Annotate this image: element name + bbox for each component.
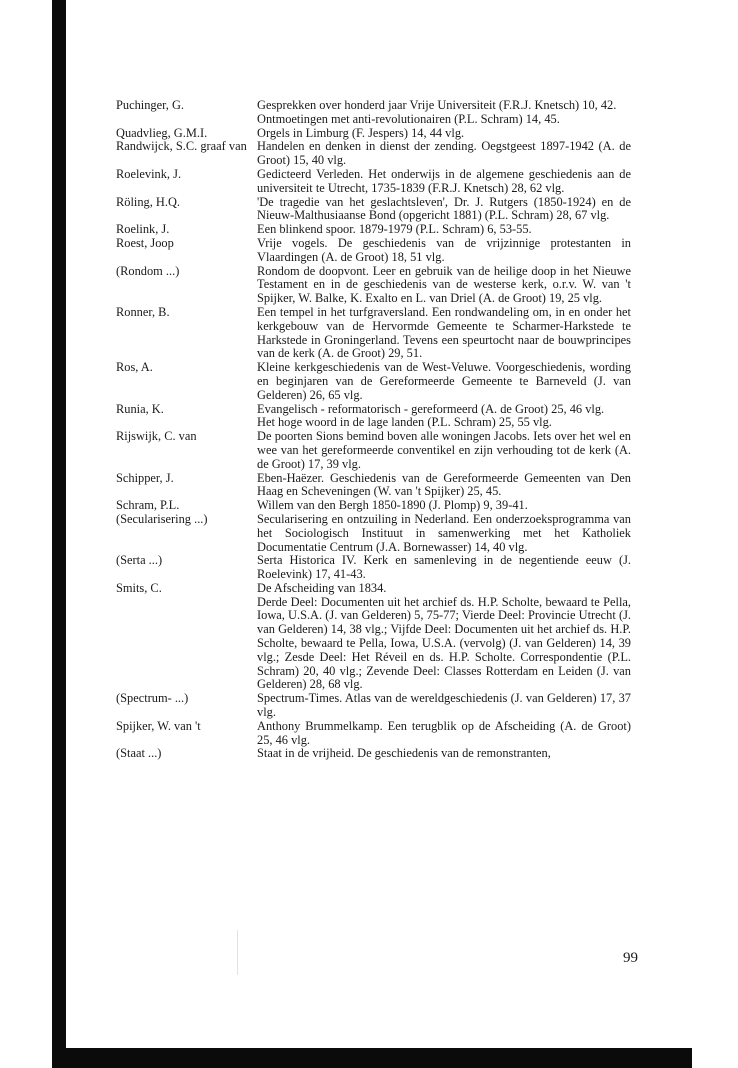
entry-titles <box>257 720 631 748</box>
entry-title: Orgels in Limburg (F. Jespers) 14, 44 vlg. <box>257 125 465 140</box>
entry-title: Gedicteerd Verleden. Het onderwijs in de algemene geschiedenis aan de universiteit te Utrecht, 1735-1839 (F.R.J. Knetsch) 28, 62 vlg. <box>257 166 631 195</box>
entry-titles <box>257 361 631 402</box>
entry-title: De poorten Sions bemind boven alle woningen Jacobs. Iets over het wel en wee van het gereformeerde conventikel en zijn verhouding tot de kerk (A. de Groot) 17, 39 vlg. <box>257 429 631 471</box>
bibliography-entry <box>116 747 632 761</box>
entry-title: De Afscheiding van 1834. <box>257 580 387 595</box>
bibliography-entry <box>116 265 632 306</box>
entry-titles <box>257 127 631 141</box>
entry-author: Puchinger, G. <box>116 98 184 112</box>
entry-titles <box>257 513 631 554</box>
entry-titles <box>257 692 631 720</box>
entry-author: Roelink, J. <box>116 222 170 237</box>
entry-titles <box>257 430 631 471</box>
bibliography-entry <box>116 168 632 196</box>
entry-title: Vrije vogels. De geschiedenis van de vrijzinnige protestanten in Vlaardingen (A. de Groot) 18, 51 vlg. <box>257 235 631 264</box>
entry-titles <box>257 747 631 761</box>
entry-title: Gesprekken over honderd jaar Vrije Universiteit (F.R.J. Knetsch) 10, 42. <box>257 98 617 112</box>
entry-author: Schram, P.L. <box>116 498 180 513</box>
entry-title: Spectrum-Times. Atlas van de wereldgeschiedenis (J. van Gelderen) 17, 37 vlg. <box>257 691 631 720</box>
bibliography-list <box>116 99 632 761</box>
entry-title: Het hoge woord in de lage landen (P.L. Schram) 25, 55 vlg. <box>257 415 552 430</box>
entry-titles <box>257 168 631 196</box>
bibliography-entry <box>116 223 632 237</box>
bibliography-entry <box>116 720 632 748</box>
entry-titles <box>257 99 631 127</box>
bibliography-entry <box>116 499 632 513</box>
entry-title: Derde Deel: Documenten uit het archief ds. H.P. Scholte, bewaard te Pella, Iowa, U.S.A. (J. van Gelderen) 5, 75-77; Vierde Deel: Provincie Utrecht (J. van Gelderen) 14, 38 vlg.; Vijfde Deel: Documenten uit het archief ds. H.P. Scholte, bewaard te Pella, Iowa, U.S.A. (vervolg) (J. van Gelderen) 14, 39 vlg.; Zesde Deel: Het Réveil en ds. H.P. Scholte. Correspondentie (P.L. Schram) 20, 40 vlg.; Zevende Deel: Classes Rotterdam en Leiden (J. van Gelderen) 28, 68 vlg. <box>257 594 631 692</box>
entry-titles <box>257 196 631 224</box>
bibliography-entry <box>116 99 632 127</box>
bibliography-entry <box>116 361 632 402</box>
entry-title: Willem van den Bergh 1850-1890 (J. Plomp) 9, 39-41. <box>257 498 528 513</box>
bibliography-entry <box>116 430 632 471</box>
entry-titles <box>257 265 631 306</box>
bibliography-entry <box>116 196 632 224</box>
entry-author: Roest, Joop <box>116 235 174 250</box>
entry-title: Ontmoetingen met anti-revolutionairen (P.L. Schram) 14, 45. <box>257 111 560 126</box>
entry-titles <box>257 140 631 168</box>
entry-title: Serta Historica IV. Kerk en samenleving in de negentiende eeuw (J. Roelevink) 17, 41-43. <box>257 553 631 582</box>
bibliography-entry <box>116 237 632 265</box>
entry-title: Handelen en denken in dienst der zending. Oegstgeest 1897-1942 (A. de Groot) 15, 40 vlg. <box>257 139 631 168</box>
bibliography-entry <box>116 127 632 141</box>
bibliography-entry <box>116 403 632 431</box>
entry-author: Randwijck, S.C. graaf van <box>116 139 247 154</box>
entry-author: Schipper, J. <box>116 470 174 485</box>
entry-author: Smits, C. <box>116 580 162 595</box>
entry-author: Rijswijk, C. van <box>116 429 197 444</box>
entry-author: Ronner, B. <box>116 304 170 319</box>
entry-author: (Serta ...) <box>116 553 163 568</box>
entry-author: Ros, A. <box>116 360 153 375</box>
entry-titles <box>257 472 631 500</box>
entry-title: Kleine kerkgeschiedenis van de West-Veluwe. Voorgeschiedenis, wording en beginjaren van de Gereformeerde Gemeente te Barneveld (J. van Gelderen) 26, 65 vlg. <box>257 360 631 402</box>
entry-titles <box>257 554 631 582</box>
entry-author: (Staat ...) <box>116 746 162 761</box>
scan-border-bottom <box>52 1048 692 1068</box>
bibliography-entry <box>116 692 632 720</box>
entry-title: Een tempel in het turfgraversland. Een rondwandeling om, in en onder het kerkgebouw van de Hervormde Gemeente te Scharmer-Harkstede te Harkstede in Groningerland. Tevens een speurtocht naar de bouwprincipes van de kerk (A. de Groot) 29, 51. <box>257 304 631 361</box>
entry-title: Anthony Brummelkamp. Een terugblik op de Afscheiding (A. de Groot) 25, 46 vlg. <box>257 718 631 747</box>
entry-title: Evangelisch - reformatorisch - gereformeerd (A. de Groot) 25, 46 vlg. <box>257 401 605 416</box>
scan-artifact-line <box>237 930 238 975</box>
entry-title: Rondom de doopvont. Leer en gebruik van de heilige doop in het Nieuwe Testament en in de geschiedenis van de westerse kerk, o.r.v. W. van 't Spijker, W. Balke, K. Exalto en L. van Driel (A. de Groot) 19, 25 vlg. <box>257 263 631 306</box>
bibliography-entry <box>116 554 632 582</box>
entry-titles <box>257 582 631 692</box>
page-number: 99 <box>623 950 638 966</box>
entry-titles <box>257 223 631 237</box>
entry-author: Runia, K. <box>116 401 164 416</box>
entry-author: Spijker, W. van 't <box>116 718 201 733</box>
bibliography-entry <box>116 582 632 692</box>
entry-titles <box>257 306 631 361</box>
entry-title: Een blinkend spoor. 1879-1979 (P.L. Schram) 6, 53-55. <box>257 222 532 237</box>
entry-author: (Rondom ...) <box>116 263 180 278</box>
entry-title: Eben-Haëzer. Geschiedenis van de Gereformeerde Gemeenten van Den Haag en Scheveningen (W. van 't Spijker) 25, 45. <box>257 470 631 499</box>
entry-titles <box>257 237 631 265</box>
bibliography-entry <box>116 306 632 361</box>
entry-author: Roelevink, J. <box>116 166 182 181</box>
entry-author: Quadvlieg, G.M.I. <box>116 125 208 140</box>
entry-title: 'De tragedie van het geslachtsleven', Dr. J. Rutgers (1850-1924) en de Nieuw-Malthusiaanse Bond (opgericht 1881) (P.L. Schram) 28, 67 vlg. <box>257 194 631 223</box>
entry-author: (Secularisering ...) <box>116 511 208 526</box>
entry-titles <box>257 403 631 431</box>
entry-title: Secularisering en ontzuiling in Nederland. Een onderzoeksprogramma van het Sociologisch Instituut in samenwerking met het Katholiek Documentatie Centrum (J.A. Bornewasser) 14, 40 vlg. <box>257 511 631 554</box>
bibliography-entry <box>116 140 632 168</box>
entry-author: Röling, H.Q. <box>116 194 181 209</box>
scan-border-left <box>52 0 66 1068</box>
entry-titles <box>257 499 631 513</box>
bibliography-entry <box>116 472 632 500</box>
bibliography-entry <box>116 513 632 554</box>
entry-author: (Spectrum- ...) <box>116 691 189 706</box>
entry-title: Staat in de vrijheid. De geschiedenis van de remonstranten, <box>257 746 551 761</box>
